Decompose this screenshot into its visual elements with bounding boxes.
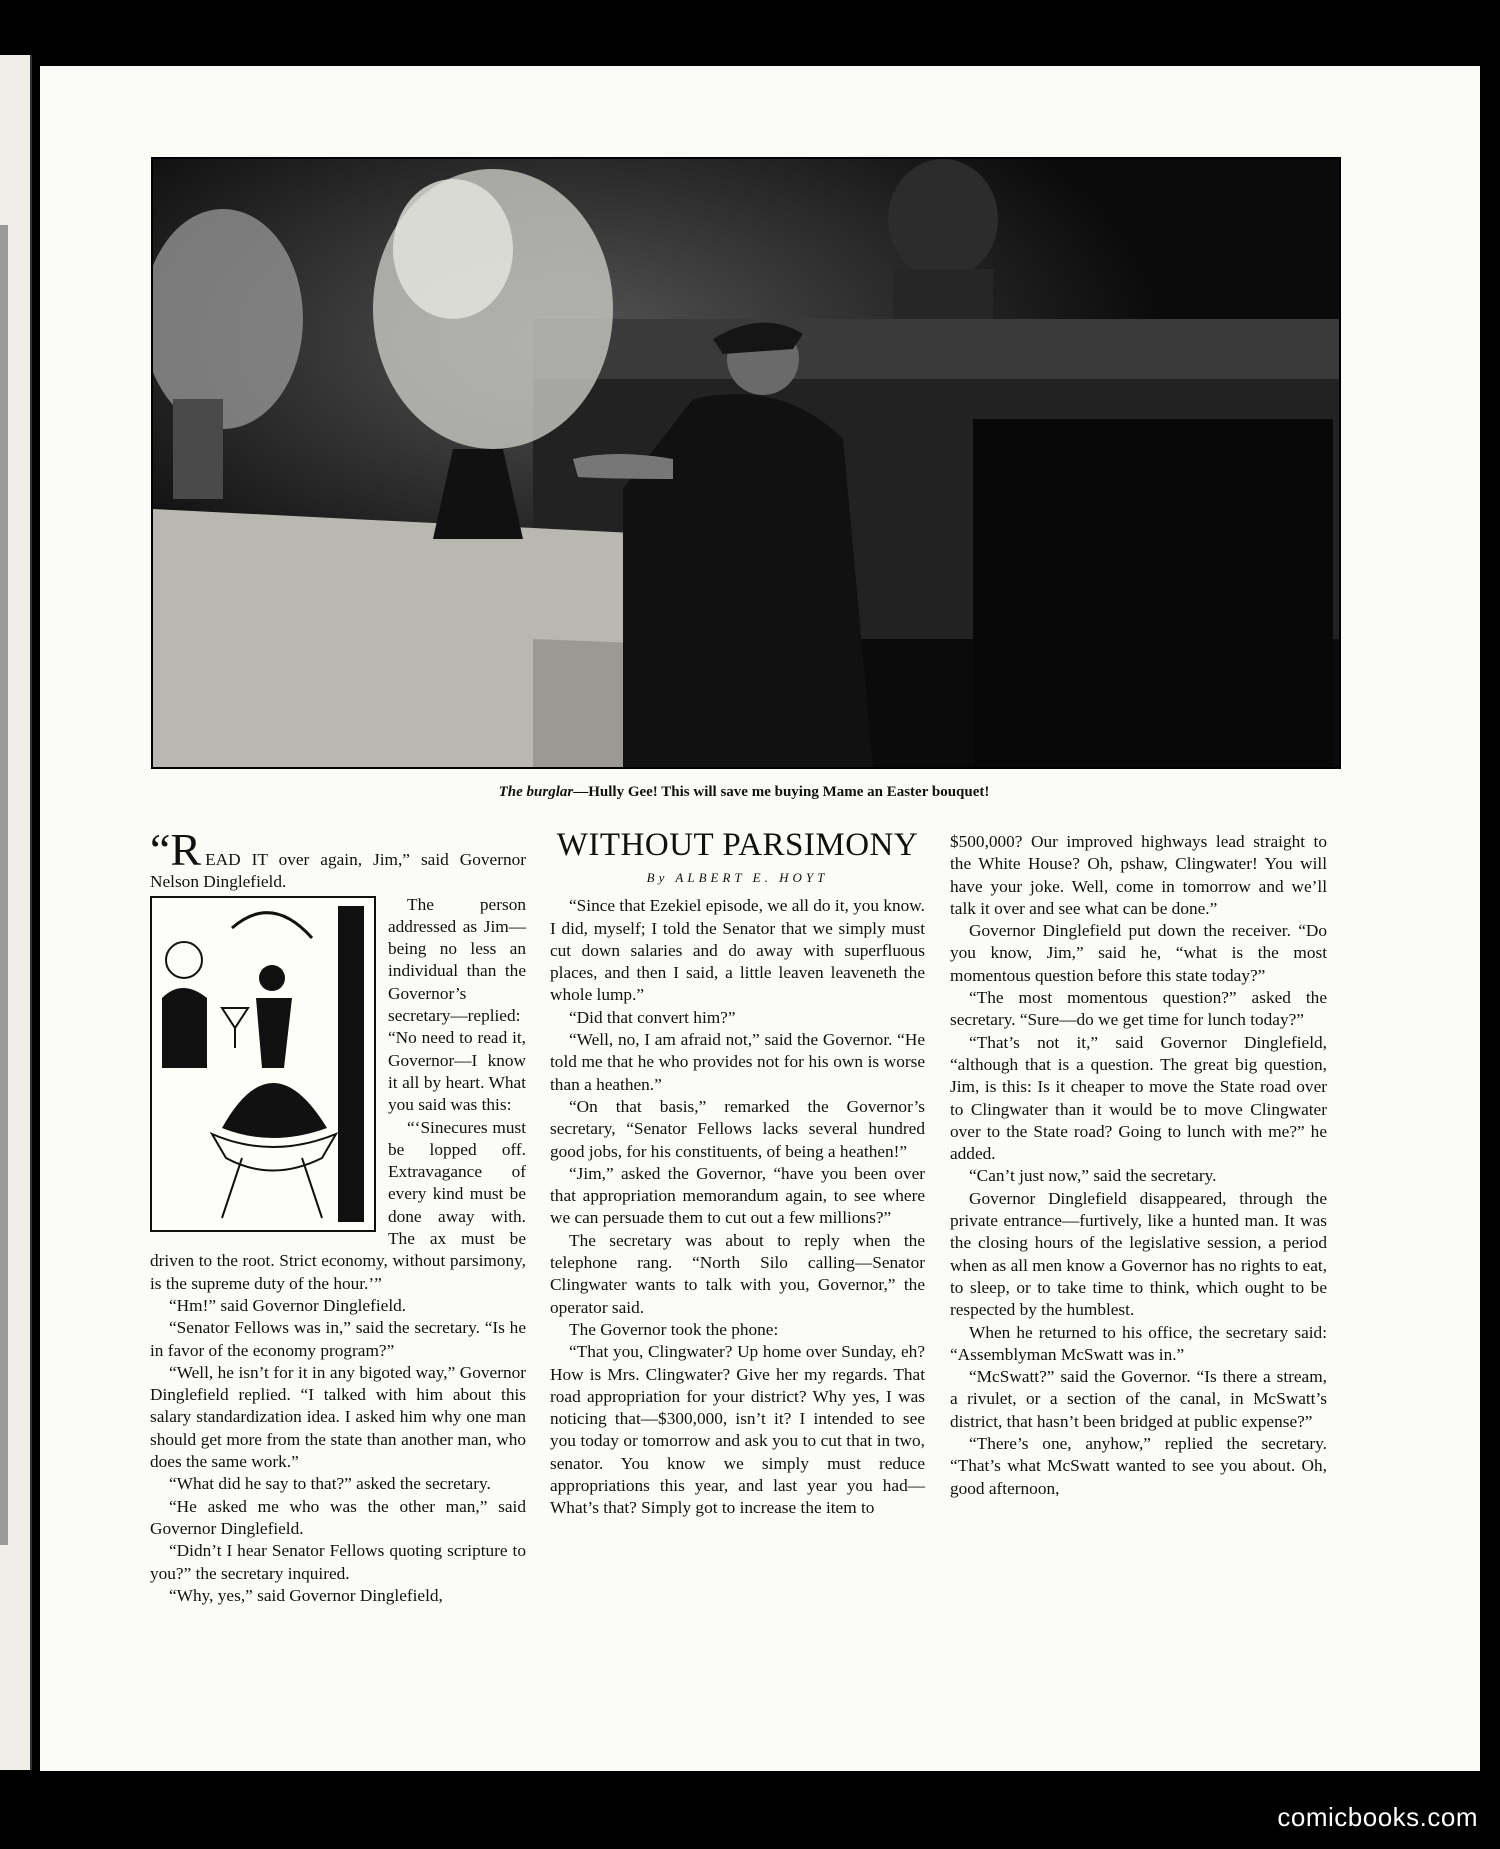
article-title: WITHOUT PARSIMONY (556, 827, 919, 863)
paragraph: “That you, Clingwater? Up home over Sunday, eh? How is Mrs. Clingwater? Give her my regards. That road appropriation for your district? Why yes, I was noticing that—$300,000, isn’t it? I intended to see you today or tomorrow and ask you to cut that in two, senator. You know we simply must reduce appropriations this year, and last year you had— What’s that? Simply got to increase the item to (550, 1342, 925, 1518)
burglar-photo-art (153, 159, 1339, 767)
paragraph: “Senator Fellows was in,” said the secretary. “Is he in favor of the economy program?” (150, 1318, 526, 1360)
burglar-illustration (151, 157, 1341, 769)
column-2 (550, 827, 925, 1520)
magazine-page (40, 66, 1480, 1771)
paragraph: The secretary was about to reply when the telephone rang. “North Silo calling—Senator Clingwater wants to talk with you, Governor,” the operator said. (550, 1230, 925, 1317)
cabaret-sketch-art (152, 898, 374, 1230)
paragraph: The person addressed as Jim—being no less an individual than the Governor’s secretary—replied: “No need to read it, Governor—I know it all by heart. What you said was this: (388, 894, 526, 1115)
caption-speaker: The burglar (498, 784, 574, 800)
paragraph: The Governor took the phone: (569, 1319, 779, 1339)
spine-shadow (0, 225, 8, 1545)
paragraph: “He asked me who was the other man,” said Governor Dinglefield. (150, 1496, 526, 1538)
opening-text: EAD IT over again, Jim,” said Governor Nelson Dinglefield. (150, 850, 526, 892)
paragraph: “Can’t just now,” said the secretary. (969, 1166, 1217, 1186)
binding-spine (0, 55, 32, 1770)
paragraph: “Why, yes,” said Governor Dinglefield, (169, 1585, 443, 1605)
paragraph: “On that basis,” remarked the Governor’s secretary, “Senator Fellows lacks several hundred good jobs, for his constituents, of being a heathen!” (550, 1096, 925, 1161)
photo-caption (151, 784, 1337, 801)
paragraph: “Hm!” said Governor Dinglefield. (169, 1295, 407, 1315)
paragraph: “Jim,” asked the Governor, “have you been over that appropriation memorandum again, to see where we can persuade them to cut out a few millions?” (550, 1163, 925, 1228)
site-watermark: comicbooks.com (1277, 1802, 1478, 1832)
paragraph: “Since that Ezekiel episode, we all do it, you know. I did, myself; I told the Senator that we simply must cut down salaries and do away with superfluous places, and then I said, a little leaven leaveneth the whole lump.” (550, 896, 925, 1005)
paragraph: “The most momentous question?” asked the secretary. “Sure—do we get time for lunch today?” (950, 988, 1327, 1030)
opening-paragraph (150, 824, 526, 894)
paragraph: “Did that convert him?” (569, 1007, 736, 1027)
paragraph: When he returned to his office, the secretary said: “Assemblyman McSwatt was in.” (950, 1322, 1327, 1364)
paragraph: “That’s not it,” said Governor Dinglefield, “although that is a question. The great big question, Jim, is this: Is it cheaper to move the State road over to Clingwater than it would be to move Clingwater over to the State road? Going to lunch with me?” he added. (950, 1032, 1327, 1164)
paragraph: “What did he say to that?” asked the secretary. (169, 1474, 491, 1494)
caption-text: —Hully Gee! This will save me buying Mame an Easter bouquet! (573, 784, 990, 800)
article-byline: By ALBERT E. HOYT (646, 870, 829, 885)
paragraph: $500,000? Our improved highways lead straight to the White House? Oh, pshaw, Clingwater! You will have your joke. Well, come in tomorrow and we’ll talk it over and see what can be done.” (950, 832, 1327, 918)
paragraph: “Well, he isn’t for it in any bigoted way,” Governor Dinglefield replied. “I talked with him about this salary standardization idea. I asked him why one man should get more from the state than another man, who does the same work.” (150, 1362, 526, 1472)
paragraph: “‘Sinecures must be lopped off. Extravagance of every kind must be done away with. The ax must be driven to the root. Strict economy, without parsimony, is the supreme duty of the hour.’” (150, 1117, 526, 1293)
paragraph: Governor Dinglefield put down the receiver. “Do you know, Jim,” said he, “what is the most momentous question before this state today?” (950, 921, 1327, 985)
cabaret-sketch (150, 896, 376, 1232)
column-1 (150, 824, 526, 1607)
paragraph: “Didn’t I hear Senator Fellows quoting scripture to you?” the secretary inquired. (150, 1541, 526, 1583)
drop-cap: “R (150, 824, 202, 875)
paragraph: Governor Dinglefield disappeared, through the private entrance—furtively, like a hunted man. It was the closing hours of the legislative session, a period when as all men know a Governor has no rights to eat, to sleep, or to take time to think, which ought to be respected by the humblest. (950, 1188, 1327, 1320)
wrapped-text-block (150, 894, 526, 1295)
column-3 (950, 831, 1327, 1500)
paragraph: “Well, no, I am afraid not,” said the Governor. “He told me that he who provides not for his own is worse than a heathen.” (550, 1030, 925, 1094)
paragraph: “McSwatt?” said the Governor. “Is there a stream, a rivulet, or a section of the canal, in McSwatt’s district, that hasn’t been bridged at public expense?” (950, 1367, 1327, 1431)
paragraph: “There’s one, anyhow,” replied the secretary. “That’s what McSwatt wanted to see you about. Oh, good afternoon, (950, 1434, 1327, 1498)
